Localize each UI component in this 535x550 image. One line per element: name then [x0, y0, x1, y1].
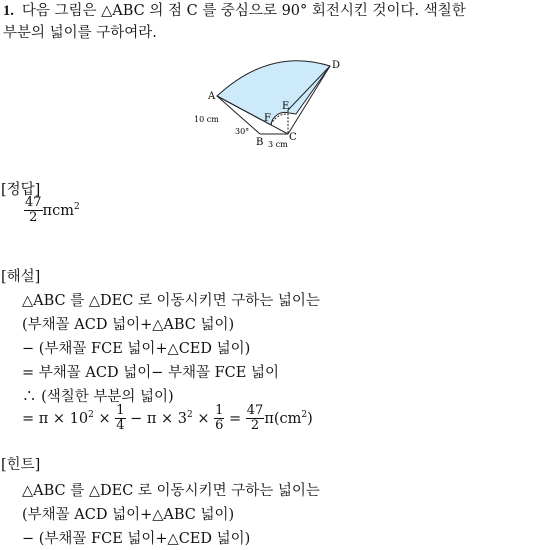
hint-line-3: − (부채꼴 FCE 넓이+△CED 넓이) [22, 531, 251, 547]
calc-fraction-1-num: 1 [116, 403, 125, 419]
calc-equals: = [224, 410, 246, 427]
solution-line-6 [22, 404, 313, 433]
answer-fraction [24, 196, 43, 225]
label-C: C [289, 132, 297, 143]
label-A: A [208, 91, 216, 102]
label-F: F [264, 113, 271, 124]
answer-fraction-den: 2 [29, 210, 38, 226]
solution-line-5: ∴ (색칠한 부분의 넓이) [22, 389, 174, 405]
question-text-1: 다음 그림은 △ABC 의 점 C 를 중심으로 90° 회전시킨 것이다. 색칠한 [21, 3, 466, 19]
calc-part-d: × [192, 410, 215, 427]
solution-line-4: = 부채꼴 ACD 넓이− 부채꼴 FCE 넓이 [22, 365, 279, 381]
hint-line-1: △ABC 를 △DEC 로 이동시키면 구하는 넓이는 [22, 483, 320, 499]
answer-suffix-exp: 2 [73, 202, 80, 212]
calc-exp-1: 2 [88, 410, 94, 420]
answer-value [24, 196, 80, 225]
calc-fraction-2-num: 1 [215, 403, 224, 419]
hint-line-2: (부채꼴 ACD 넓이+△ABC 넓이) [22, 507, 235, 523]
label-B: B [256, 137, 264, 148]
calc-fraction-3 [246, 404, 265, 433]
calc-fraction-1 [115, 404, 125, 433]
calc-part-b: × [93, 410, 116, 427]
label-D: D [332, 60, 341, 71]
answer-suffix: πcm [42, 202, 74, 219]
solution-heading: [해설] [1, 269, 41, 285]
calc-fraction-2-den: 6 [215, 418, 224, 434]
calc-close: ) [307, 410, 313, 427]
calc-fraction-1-den: 4 [116, 418, 125, 434]
calc-fraction-3-num: 47 [246, 403, 264, 419]
label-E: E [282, 101, 290, 112]
question-number: 1. [3, 3, 14, 19]
solution-line-1: △ABC 를 △DEC 로 이동시키면 구하는 넓이는 [22, 293, 320, 309]
label-angle-30: 30° [235, 127, 250, 136]
solution-line-2: (부채꼴 ACD 넓이+△ABC 넓이) [22, 317, 235, 333]
label-len-10: 10 cm [194, 115, 219, 124]
calc-end-exp: 2 [301, 410, 308, 420]
question-text-2: 부분의 넓이를 구하여라. [3, 25, 157, 41]
solution-line-3: − (부채꼴 FCE 넓이+△CED 넓이) [22, 341, 251, 357]
calc-part-a: = π × 10 [22, 410, 89, 427]
answer-heading: [정답] [1, 182, 41, 198]
calc-end: π(cm [264, 410, 302, 427]
calc-fraction-2 [214, 404, 224, 433]
question-line-1 [3, 0, 531, 22]
answer-fraction-num: 47 [25, 195, 42, 211]
sector-figure [190, 52, 350, 152]
label-len-3: 3 cm [268, 140, 288, 149]
calc-exp-2: 2 [187, 410, 193, 420]
calc-part-c: − π × 3 [125, 410, 187, 427]
hint-heading: [힌트] [1, 457, 41, 473]
calc-fraction-3-den: 2 [250, 418, 260, 434]
